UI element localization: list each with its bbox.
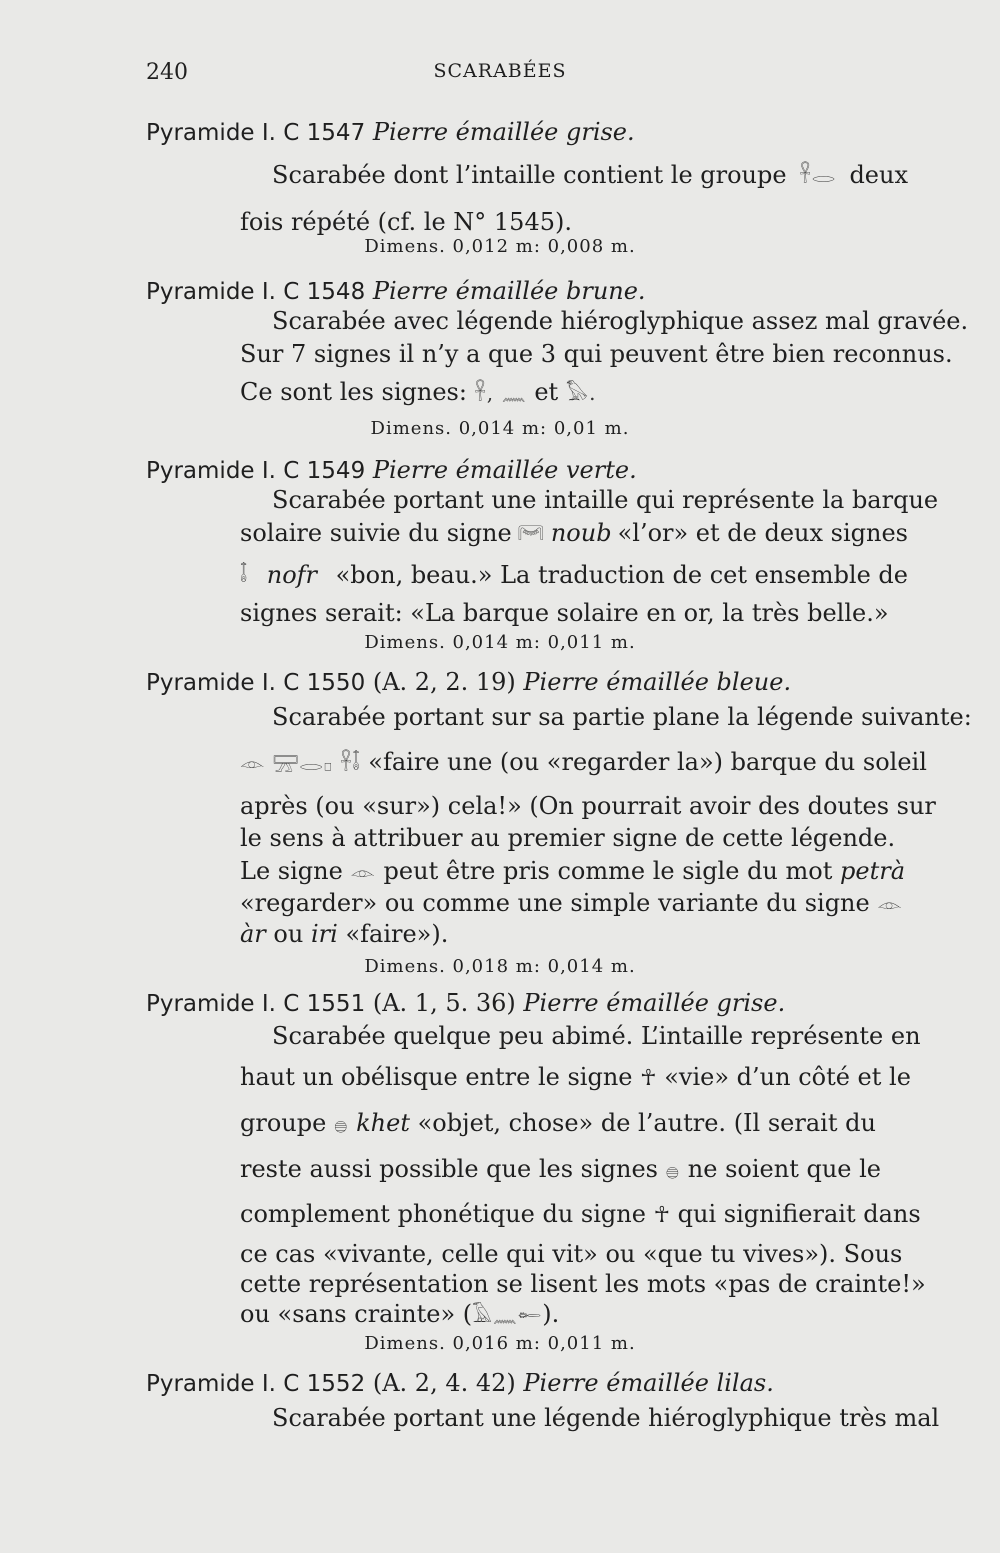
entry-heading [146,455,637,486]
entry-heading [146,667,791,698]
hieroglyph-icon: 𓄤 [240,563,249,587]
text-line: Scarabée portant une légende hiéroglyphique très mal [272,1404,940,1432]
text-line: Scarabée quelque peu abimé. L’intaille représente en [272,1022,921,1050]
text-line: groupe 𓐍 khet «objet, chose» de l’autre. (Il serait du [240,1109,876,1137]
text-line: ou «sans crainte» (𓄿𓈖𓄡). [240,1300,560,1328]
text-line: après (ou «sur») cela!» (On pourrait avoir des doutes sur [240,792,936,820]
text-line: Scarabée avec légende hiéroglyphique assez mal gravée. [272,307,969,335]
text-line: signes serait: «La barque solaire en or, la très belle.» [240,599,889,627]
hieroglyph-icon: 𓋹, [474,381,495,405]
text-line: «regarder» ou comme une simple variante du signe 𓁹 [240,889,903,917]
hieroglyph-icon: 𓁹 [877,892,903,916]
ankh-icon: ☥ [653,1202,671,1228]
text-line: reste aussi possible que les signes 𓐍 ne soient que le [240,1155,881,1183]
text-line: Le signe 𓁹 peut être pris comme le sigle du mot petrà [240,857,906,885]
entry-material: Pierre émaillée brune. [372,277,646,305]
text-line: solaire suivie du signe 𓋞 noub «l’or» et de deux signes [240,519,908,547]
text-line: 𓁹 𓈝𓂋𓊪 𓋹𓄤 «faire une (ou «regarder la») barque du soleil [240,748,927,776]
hieroglyph-icon: 𓋞 [517,521,545,545]
text-line: Scarabée portant une intaille qui représente la barque [272,486,939,514]
entry-label: Pyramide I. C 1550 [146,670,366,696]
entry-label: Pyramide I. C 1552 [146,1371,366,1397]
hieroglyph-icon: 𓅃. [565,381,597,405]
hieroglyph-icon: 𓐍 [665,1158,681,1182]
entry-label: Pyramide I. C 1549 [146,458,366,484]
entry-material: Pierre émaillée bleue. [523,668,792,696]
text-line: ce cas «vivante, celle qui vit» ou «que tu vives»). Sous [240,1240,903,1268]
entry-label: Pyramide I. C 1548 [146,279,366,305]
hieroglyph-icon: 𓈖 [501,381,527,405]
entry-label: Pyramide I. C 1551 [146,991,366,1017]
dimensions: Dimens. 0,016 m: 0,011 m. [364,1333,636,1354]
text-line: àr ou iri «faire»). [240,920,449,948]
entry-ref: (A. 1, 5. 36) [372,989,516,1017]
hieroglyph-icon: 𓄿𓈖𓄡 [472,1303,543,1327]
dimensions: Dimens. 0,014 m: 0,011 m. [364,632,636,653]
entry-label: Pyramide I. C 1547 [146,120,366,146]
hieroglyph-icon: 𓋹𓂋 [799,163,837,187]
entry-ref: (A. 2, 2. 19) [372,668,516,696]
text-line: haut un obélisque entre le signe ☥ «vie» d’un côté et le [240,1062,911,1094]
text-line: Scarabée portant sur sa partie plane la légende suivante: [272,703,972,731]
ankh-icon: ☥ [640,1065,657,1091]
dimensions: Dimens. 0,014 m: 0,01 m. [370,418,630,439]
entry-material: Pierre émaillée verte. [372,456,637,484]
text-line: le sens à attribuer au premier signe de cette légende. [240,824,896,852]
entry-ref: (A. 2, 4. 42) [372,1369,516,1397]
text-line: Sur 7 signes il n’y a que 3 qui peuvent être bien reconnus. [240,340,953,368]
dimensions: Dimens. 0,012 m: 0,008 m. [364,236,636,257]
entry-heading [146,276,646,307]
entry-material: Pierre émaillée grise. [523,989,786,1017]
text-line: cette représentation se lisent les mots «pas de crainte!» [240,1270,926,1298]
text-line: Scarabée dont l’intaille contient le groupe 𓋹𓂋 deux [272,161,908,189]
text-line: complement phonétique du signe ☥ qui signifierait dans [240,1199,921,1231]
entry-heading [146,1368,774,1399]
entry-material: Pierre émaillée grise. [372,118,635,146]
running-title: SCARABÉES [433,60,567,82]
hieroglyph-icon: 𓁹 [350,860,376,884]
text-line: fois répété (cf. le N° 1545). [240,208,572,236]
text-line: 𓄤 nofr «bon, beau.» La traduction de cet ensemble de [240,561,908,589]
hieroglyph-icon: 𓁹 𓈝𓂋𓊪 𓋹𓄤 [240,751,361,775]
entry-heading [146,988,785,1019]
entry-material: Pierre émaillée lilas. [523,1369,774,1397]
dimensions: Dimens. 0,018 m: 0,014 m. [364,956,636,977]
hieroglyph-icon: 𓐍 [333,1112,349,1136]
entry-heading [146,117,635,148]
page-number: 240 [146,60,188,85]
text-line: Ce sont les signes: 𓋹, 𓈖 et 𓅃. [240,378,597,406]
